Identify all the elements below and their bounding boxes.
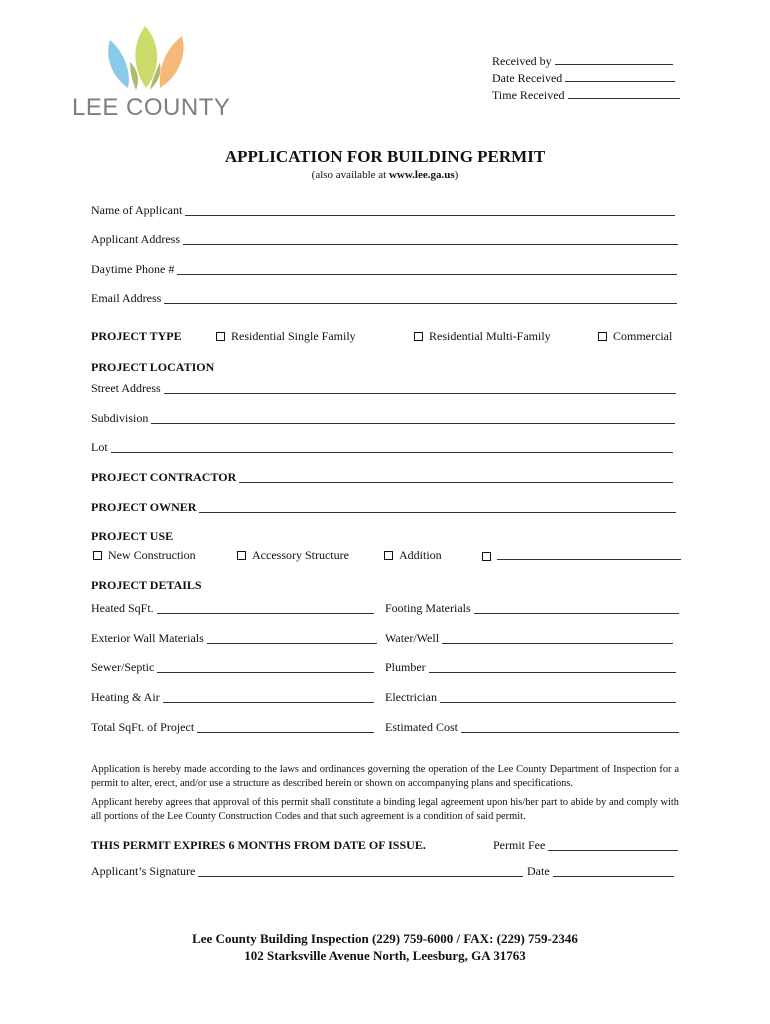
checkbox-new-construction[interactable]: New Construction: [93, 548, 196, 563]
total-sqft-field[interactable]: Total SqFt. of Project: [91, 720, 374, 735]
lot-field[interactable]: Lot: [91, 440, 673, 455]
project-details-label: PROJECT DETAILS: [91, 578, 202, 592]
checkbox-icon: [414, 332, 423, 341]
received-by-field[interactable]: Received by: [492, 53, 673, 69]
page-subtitle: (also available at www.lee.ga.us): [311, 169, 459, 181]
applicant-address-field[interactable]: Applicant Address: [91, 232, 678, 247]
water-well-field[interactable]: Water/Well: [385, 631, 673, 646]
applicant-signature-field[interactable]: Applicant’s Signature: [91, 864, 523, 879]
applicant-name-field[interactable]: Name of Applicant: [91, 203, 675, 218]
plumber-field[interactable]: Plumber: [385, 660, 676, 675]
other-use-line[interactable]: [497, 548, 681, 560]
lee-county-logo: [70, 22, 231, 122]
date-received-field[interactable]: Date Received: [492, 70, 675, 86]
project-owner-field[interactable]: PROJECT OWNER: [91, 500, 676, 515]
checkbox-commercial[interactable]: Commercial: [598, 329, 672, 344]
expiry-notice: THIS PERMIT EXPIRES 6 MONTHS FROM DATE OF ISSUE.: [91, 838, 426, 852]
checkbox-residential-single-family[interactable]: Residential Single Family: [216, 329, 356, 344]
subdivision-field[interactable]: Subdivision: [91, 411, 675, 426]
checkbox-residential-multi-family[interactable]: Residential Multi-Family: [414, 329, 551, 344]
footer-address: 102 Starksville Avenue North, Leesburg, GA 31763: [244, 948, 526, 963]
estimated-cost-field[interactable]: Estimated Cost: [385, 720, 679, 735]
heating-air-field[interactable]: Heating & Air: [91, 690, 374, 705]
checkbox-accessory-structure[interactable]: Accessory Structure: [237, 548, 349, 563]
footing-materials-field[interactable]: Footing Materials: [385, 601, 679, 616]
email-address-field[interactable]: Email Address: [91, 291, 677, 306]
logo-text: LEE COUNTY: [72, 94, 231, 121]
exterior-wall-materials-field[interactable]: Exterior Wall Materials: [91, 631, 377, 646]
checkbox-icon: [384, 551, 393, 560]
checkbox-icon: [598, 332, 607, 341]
checkbox-icon: [216, 332, 225, 341]
application-statement: Application is hereby made according to the laws and ordinances governing the operation of the Lee County Department of Inspection for a permit to alter, erect, and/or use a structure as described herein or shown on accompanying plans and specifications.: [91, 764, 679, 789]
heated-sqft-field[interactable]: Heated SqFt.: [91, 601, 374, 616]
project-location-label: PROJECT LOCATION: [91, 360, 215, 374]
daytime-phone-field[interactable]: Daytime Phone #: [91, 262, 677, 277]
project-use-label: PROJECT USE: [91, 529, 174, 543]
checkbox-addition[interactable]: Addition: [384, 548, 442, 563]
project-type-label: PROJECT TYPE: [91, 329, 182, 343]
project-contractor-field[interactable]: PROJECT CONTRACTOR: [91, 470, 673, 485]
agreement-statement: Applicant hereby agrees that approval of this permit shall constitute a binding legal agreement upon his/her part to abide by and comply with all portions of the Lee County Construction Codes and that such agreement is a condition of said permit.: [91, 797, 679, 822]
street-address-field[interactable]: Street Address: [91, 381, 676, 396]
footer-contact: Lee County Building Inspection (229) 759-6000 / FAX: (229) 759-2346: [192, 931, 578, 946]
time-received-field[interactable]: Time Received: [492, 87, 680, 103]
checkbox-icon: [237, 551, 246, 560]
sewer-septic-field[interactable]: Sewer/Septic: [91, 660, 374, 675]
checkbox-icon: [93, 551, 102, 560]
website-link[interactable]: www.lee.ga.us: [388, 169, 455, 181]
page-title: APPLICATION FOR BUILDING PERMIT: [224, 147, 546, 166]
leaf-logo-icon: [70, 22, 220, 94]
checkbox-icon: [482, 552, 491, 561]
checkbox-other-use[interactable]: [482, 548, 681, 564]
permit-fee-field[interactable]: Permit Fee: [493, 838, 678, 853]
electrician-field[interactable]: Electrician: [385, 690, 676, 705]
signature-date-field[interactable]: Date: [527, 864, 674, 879]
